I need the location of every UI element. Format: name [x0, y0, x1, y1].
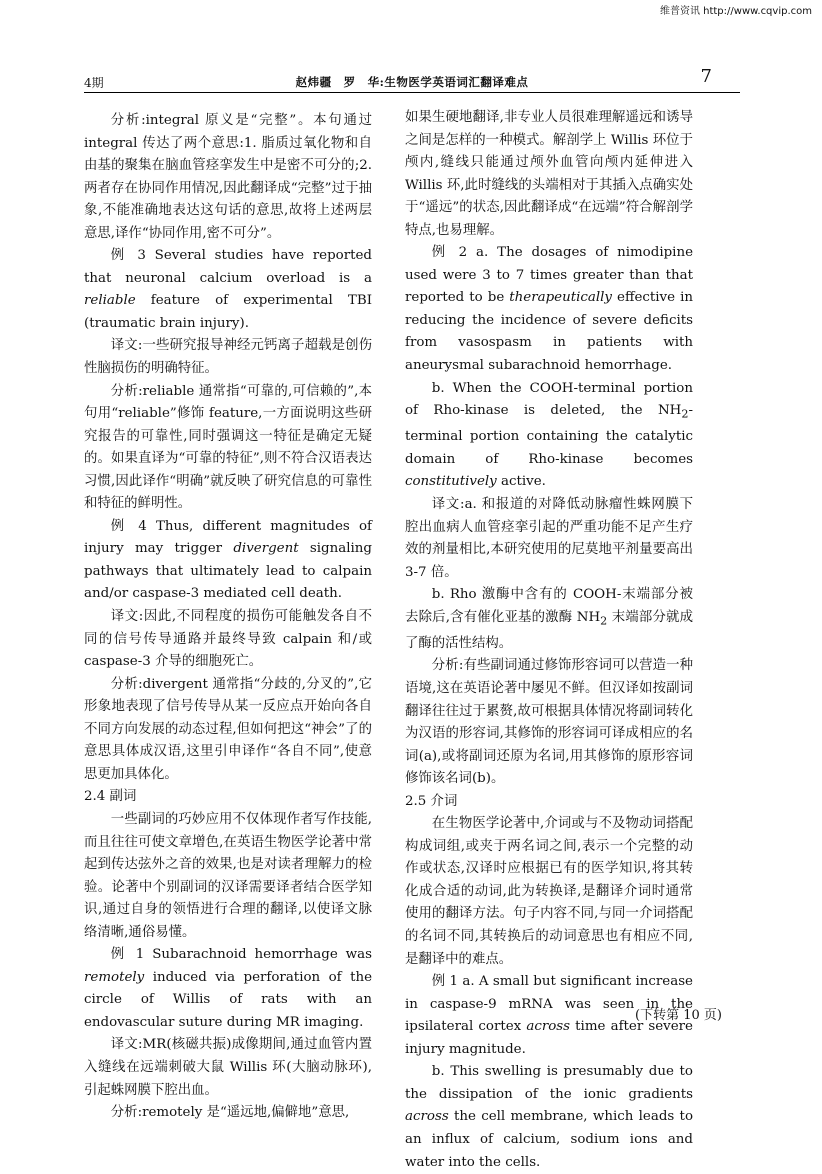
paragraph: b. This swelling is presumably due to the dissipation of the ionic gradients across the cell membrane, which leads to an influx of calcium, sodium ions and water into the cells. — [405, 1064, 693, 1170]
paragraph: 一些副词的巧妙应用不仅体现作者写作技能,而且往往可使文章增色,在英语生物医学论著中常起到传达弦外之音的效果,也是对读者理解力的检验。论著中个别副词的汉译需要译者结合医学知识,通过自身的领悟进行合理的翻译,以使译文脉络清晰,通俗易懂。 — [84, 811, 372, 940]
paragraph: 分析:integral 原义是“完整”。本句通过 integral 传达了两个意思:1. 脂质过氧化物和自由基的聚集在脑血管痉挛发生中是密不可分的;2.两者存在协同作用情况,因此翻译成“完整”过于抽象,不能准确地表达这句话的意思,故将上述两层意思,译作“协同作用,密不可分”。 — [84, 113, 372, 241]
section-heading: 2.4 副词 — [84, 789, 137, 805]
paragraph: 分析:reliable 通常指“可靠的,可信赖的”,本句用“reliable”修饰 feature,一方面说明这些研究报告的可靠性,同时强调这一特征是确定无疑的。如果直译为“可靠的特征”,则不符合汉语表达习惯,因此译作“明确”就反映了研究信息的可靠性和特征的鲜明性。 — [84, 383, 372, 512]
section-heading: 2.5 介词 — [405, 793, 458, 809]
continued-note: (下转第 10 页) — [635, 1008, 722, 1023]
paragraph: 分析:有些副词通过修饰形容词可以营造一种语境,这在英语论著中屡见不鲜。但汉译如按副词翻译往往过于累赘,故可根据具体情况将副词转化为汉语的形容词,其修饰的形容词可译成相应的名词(a),或将副词还原为名词,用其修饰的原形容词修饰该名词(b)。 — [405, 658, 693, 787]
paragraph: 例 3 Several studies have reported that neuronal calcium overload is a reliable feature of experimental TBI (traumatic brain injury). — [84, 248, 372, 331]
running-title: 赵炜疆 罗 华:生物医学英语词汇翻译难点 — [295, 75, 529, 89]
paragraph: 译文:因此,不同程度的损伤可能触发各自不同的信号传导通路并最终导致 calpain 和/或 caspase-3 介导的细胞死亡。 — [84, 609, 372, 670]
paragraph: 分析:remotely 是“遥远地,偏僻地”意思, — [110, 1105, 350, 1121]
paragraph: b. When the COOH-terminal portion of Rho-kinase is deleted, the $NH_2$-terminal portion containing the catalytic domain of Rho-kinase becomes constitutively active. — [405, 380, 693, 490]
paragraph: 例 2 a. The dosages of nimodipine used were 3 to 7 times greater than that reported to be therapeutically effective in reducing the incidence of severe deficits from vasospasm in patients with aneurysmal subarachnoid hemorrhage. — [405, 245, 693, 374]
paragraph: 译文:一些研究报导神经元钙离子超载是创伤性脑损伤的明确特征。 — [84, 338, 372, 377]
paragraph: 例 1 a. A small but significant increase in caspase-9 mRNA was seen in the ipsilateral cortex across time after severe injury magnitude. — [405, 974, 693, 1057]
running-header — [84, 66, 740, 93]
issue-number: 4期 — [84, 76, 104, 90]
paragraph: 译文:a. 和报道的对降低动脉瘤性蛛网膜下腔出血病人血管痉挛引起的严重功能不足产生疗效的剂量相比,本研究使用的尼莫地平剂量要高出 3-7 倍。 — [405, 496, 693, 580]
page-number: 7 — [700, 66, 712, 87]
paragraph: 译文:MR(核磁共振)成像期间,通过血管内置入缝线在远端刺破大鼠 Willis 环(大脑动脉环),引起蛛网膜下腔出血。 — [84, 1037, 372, 1098]
paragraph: 在生物医学论著中,介词或与不及物动词搭配构成词组,或夹于两名词之间,表示一个完整的动作或状态,汉译时应根据已有的医学知识,将其转化成合适的动词,此为转换译,是翻译介词时通常使用的翻译方法。句子内容不同,与同一介词搭配的名词不同,其转换后的动词意思也有相应不同,是翻译中的难点。 — [405, 816, 693, 967]
left-column — [84, 110, 372, 1125]
paragraph: 分析:divergent 通常指“分歧的,分叉的”,它形象地表现了信号传导从某一反应点开始向各自不同方向发展的动态过程,但如何把这“神会”了的意思具体成汉语,这里引申译作“各自不同”,使意思更加具体化。 — [84, 676, 372, 782]
paragraph: b. Rho 激酶中含有的 COOH-末端部分被去除后,含有催化亚基的激酶 $NH_2$ 末端部分就成了酶的活性结构。 — [405, 587, 693, 651]
paragraph: 如果生硬地翻译,非专业人员很难理解遥远和诱导之间是怎样的一种模式。解剖学上 Willis 环位于颅内,缝线只能通过颅外血管向颅内延伸进入 Willis 环,此时缝线的头端相对于其插入点确实处于“遥远”的状态,因此翻译成“在远端”符合解剖学特点,也易理解。 — [405, 110, 693, 238]
paragraph: 例 1 Subarachnoid hemorrhage was remotely induced via perforation of the circle of Willis of rats with an endovascular suture during MR imaging. — [84, 947, 372, 1030]
site-watermark-text: 维普资讯 http://www.cqvip.com — [659, 6, 812, 17]
paragraph: 例 4 Thus, different magnitudes of injury may trigger divergent signaling pathways that ultimately lead to calpain and/or caspase-3 mediated cell death. — [84, 518, 372, 602]
